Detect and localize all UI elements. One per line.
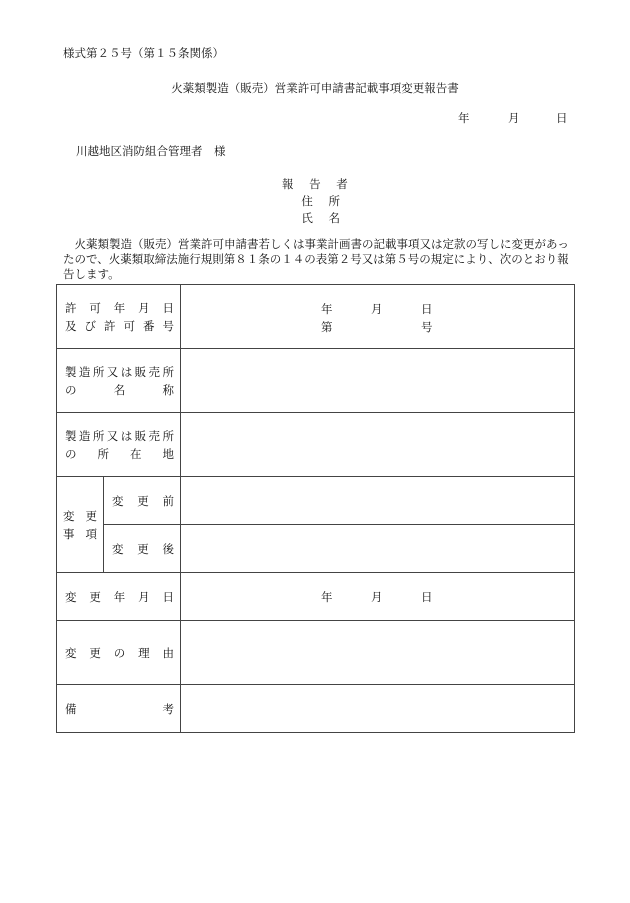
change-reason-label <box>57 621 181 685</box>
label-line: 製 造 所 又 は 販 売 所 <box>65 364 174 379</box>
table-row <box>57 685 575 733</box>
change-items-label <box>57 477 104 573</box>
change-day-label: 日 <box>421 590 433 604</box>
table-row <box>57 349 575 413</box>
date-month-label: 月 <box>508 111 520 125</box>
permit-year-label: 年 <box>321 302 333 316</box>
label-line: 及 び 許 可 番 号 <box>65 318 174 333</box>
change-date-field[interactable] <box>181 573 575 621</box>
form-number: 様式第２５号（第１５条関係） <box>63 46 224 60</box>
change-reason-field[interactable] <box>181 621 575 685</box>
permit-number-suffix: 号 <box>421 320 433 334</box>
label-line: 製 造 所 又 は 販 売 所 <box>65 428 174 443</box>
before-change-label <box>104 477 181 525</box>
label-line: 変 更 <box>63 508 97 523</box>
label-line: 変 更 後 <box>112 541 174 556</box>
label-line: の 名 称 <box>65 382 174 397</box>
document-title: 火薬類製造（販売）営業許可申請書記載事項変更報告書 <box>171 81 459 95</box>
date-day-label: 日 <box>556 111 568 125</box>
label-line: 変 更 の 理 由 <box>65 645 174 660</box>
permit-date-number-field[interactable] <box>181 285 575 349</box>
reporter-block <box>282 176 354 227</box>
label-line: 変 更 年 月 日 <box>65 589 174 604</box>
reporter-label: 報 告 者 <box>282 177 354 191</box>
addressee: 川越地区消防組合管理者 様 <box>76 144 226 158</box>
facility-name-label <box>57 349 181 413</box>
before-change-field[interactable] <box>181 477 575 525</box>
table-row <box>57 573 575 621</box>
reporter-name-label: 氏 名 <box>301 211 346 225</box>
permit-number-prefix: 第 <box>321 320 333 334</box>
after-change-field[interactable] <box>181 525 575 573</box>
label-line: 備 考 <box>65 701 174 716</box>
remarks-field[interactable] <box>181 685 575 733</box>
table-row <box>57 477 575 525</box>
body-text: 火薬類製造（販売）営業許可申請書若しくは事業計画書の記載事項又は定款の写しに変更があったので、火薬類取締法施行規則第８１条の１４の表第２号又は第５号の規定により、次のとおり報告します。 <box>63 237 569 281</box>
table-row <box>57 413 575 477</box>
date-year-label: 年 <box>458 111 470 125</box>
change-year-label: 年 <box>321 590 333 604</box>
label-line: 変 更 前 <box>112 493 174 508</box>
table-row <box>57 621 575 685</box>
permit-month-label: 月 <box>371 302 383 316</box>
change-month-label: 月 <box>371 590 383 604</box>
facility-address-label <box>57 413 181 477</box>
facility-address-field[interactable] <box>181 413 575 477</box>
permit-date-number-label <box>57 285 181 349</box>
change-date-label <box>57 573 181 621</box>
label-line: の 所 在 地 <box>65 446 174 461</box>
permit-day-label: 日 <box>421 302 433 316</box>
label-line: 事 項 <box>63 526 97 541</box>
remarks-label <box>57 685 181 733</box>
after-change-label <box>104 525 181 573</box>
table-row <box>57 525 575 573</box>
report-table <box>56 284 575 733</box>
reporter-address-label: 住 所 <box>301 194 346 208</box>
label-line: 許 可 年 月 日 <box>65 300 174 315</box>
facility-name-field[interactable] <box>181 349 575 413</box>
table-row <box>57 285 575 349</box>
